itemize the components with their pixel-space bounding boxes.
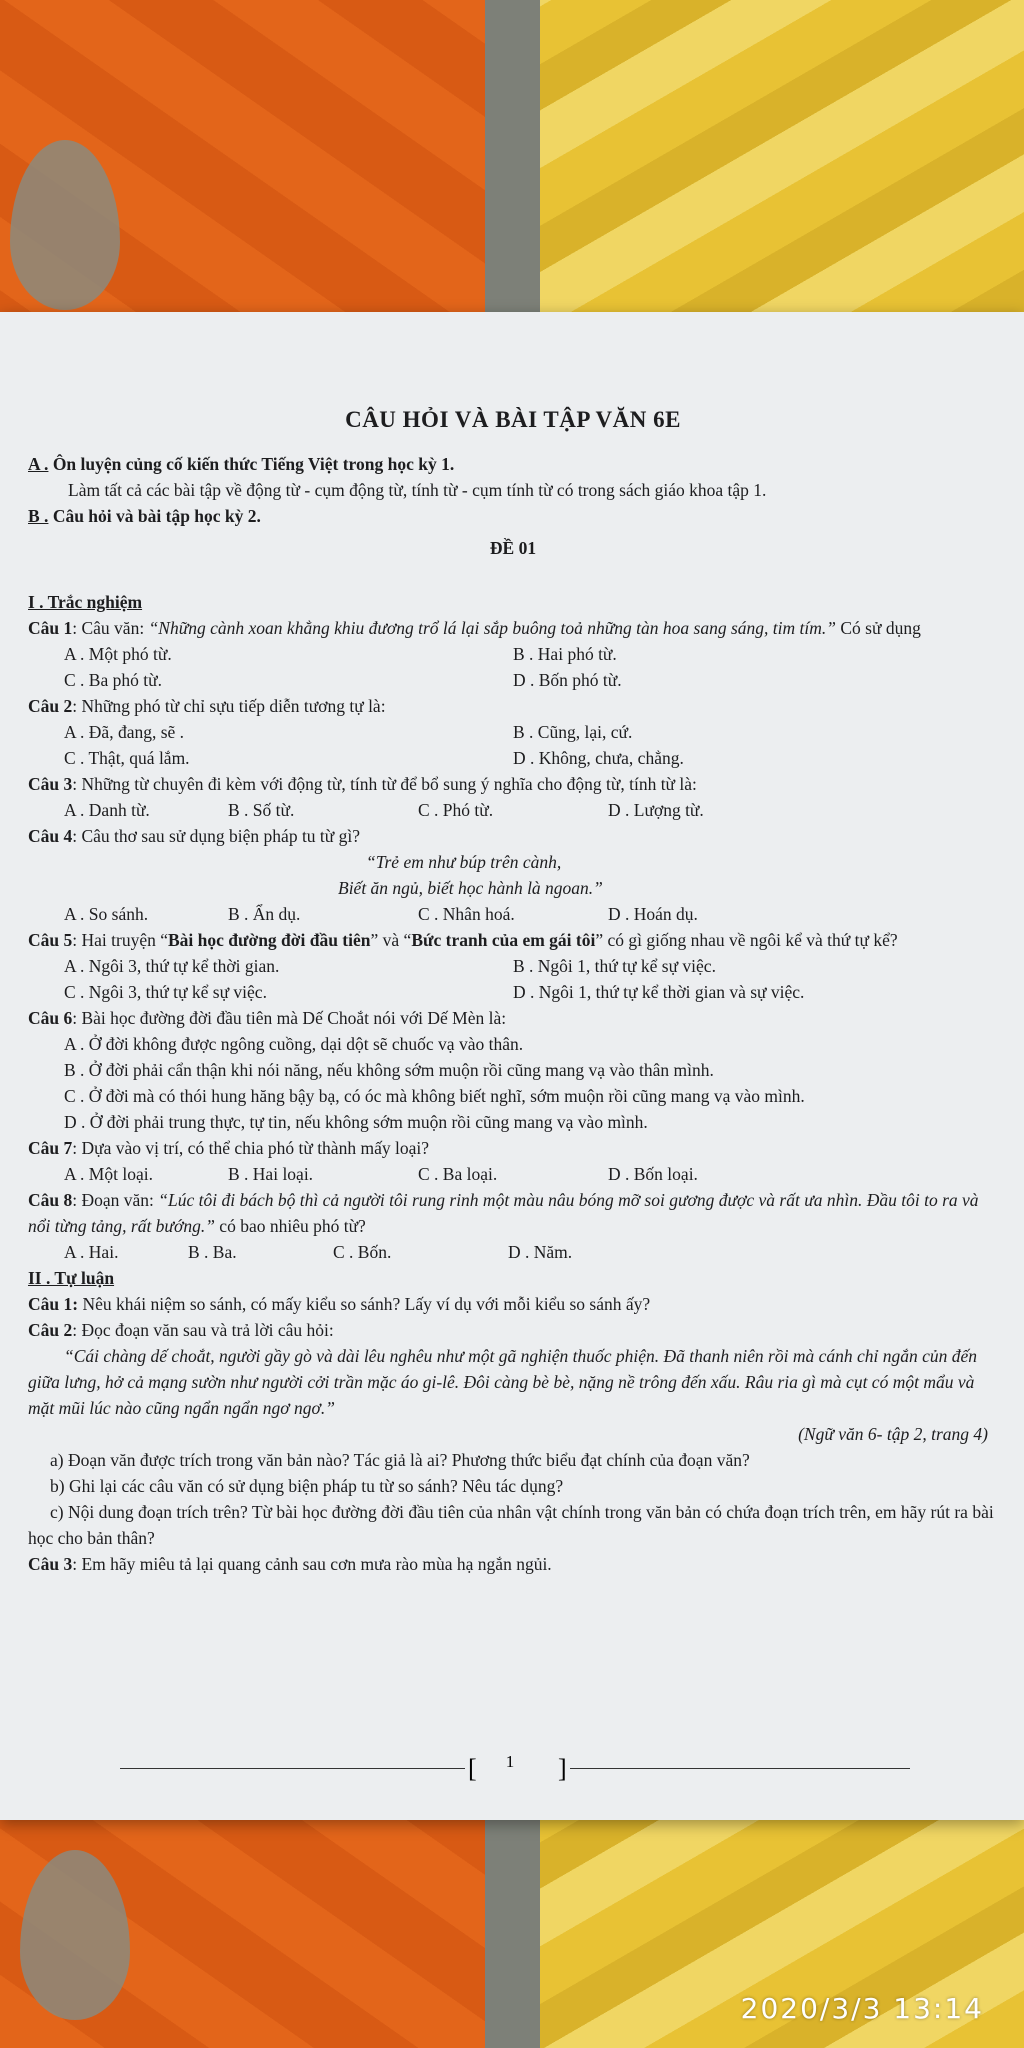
page-number: 1 (505, 1752, 515, 1771)
essay-question-2c: c) Nội dung đoạn trích trên? Từ bài học đường đời đầu tiên của nhân vật chính trong văn bản có chứa đoạn trích trên, em hãy rút ra bài học cho bản thân? (28, 1502, 994, 1548)
question-7-options: A . Một loại. B . Hai loại. C . Ba loại. D . Bốn loại. (64, 1164, 698, 1184)
exam-number: ĐỀ 01 (489, 538, 537, 558)
question-1: Câu 1: Câu văn: “Những cành xoan khẳng khiu đương trổ lá lại sắp buông toả những tàn hoa sang sáng, tim tím.” Có sử dụng (28, 618, 921, 638)
poem-line-2: Biết ăn ngủ, biết học hành là ngoan.” (338, 878, 603, 898)
footer-bracket-right: ] (558, 1754, 567, 1783)
essay-question-2: Câu 2: Đọc đoạn văn sau và trả lời câu hỏi: (28, 1320, 334, 1340)
part-1-heading: I . Trắc nghiệm (28, 592, 143, 612)
question-4-options: A . So sánh. B . Ẩn dụ. C . Nhân hoá. D . Hoán dụ. (64, 904, 698, 924)
question-6-option-c: C . Ở đời mà có thói hung hăng bậy bạ, có óc mà không biết nghĩ, sớm muộn rồi cũng mang vạ vào mình. (64, 1086, 805, 1106)
question-1-options: A . Một phó từ. B . Hai phó từ. (64, 644, 617, 664)
question-5-options: C . Ngôi 3, thứ tự kể sự việc. D . Ngôi 1, thứ tự kể thời gian và sự việc. (64, 982, 805, 1002)
photo-timestamp: 2020/3/3 13:14 (740, 1992, 984, 2025)
question-7: Câu 7: Dựa vào vị trí, có thể chia phó từ thành mấy loại? (28, 1138, 429, 1158)
essay-question-2a: a) Đoạn văn được trích trong văn bản nào? Tác giả là ai? Phương thức biểu đạt chính của đoạn văn? (50, 1450, 750, 1470)
question-6: Câu 6: Bài học đường đời đầu tiên mà Dế Choắt nói với Dế Mèn là: (28, 1008, 507, 1028)
question-1-options: C . Ba phó từ. D . Bốn phó từ. (64, 670, 622, 690)
section-b: B . Câu hỏi và bài tập học kỳ 2. (28, 506, 261, 526)
document (28, 312, 998, 1577)
question-4: Câu 4: Câu thơ sau sử dụng biện pháp tu từ gì? (28, 826, 361, 846)
question-5: Câu 5: Hai truyện “Bài học đường đời đầu tiên” và “Bức tranh của em gái tôi” có gì giống nhau về ngôi kể và thứ tự kể? (28, 930, 898, 950)
document-title: CÂU HỎI VÀ BÀI TẬP VĂN 6E (345, 407, 681, 432)
part-2-heading: II . Tự luận (28, 1268, 115, 1288)
page-footer (120, 1752, 910, 1782)
question-8: Câu 8: Đoạn văn: “Lúc tôi đi bách bộ thì cả người tôi rung rinh một màu nâu bóng mỡ soi gương được và rất ưa nhìn. Đầu tôi to ra và nổi từng tảng, rất bướng.” có bao nhiêu phó từ? (28, 1190, 979, 1236)
passage-source: (Ngữ văn 6- tập 2, trang 4) (798, 1424, 988, 1444)
question-6-option-b: B . Ở đời phải cẩn thận khi nói năng, nếu không sớm muộn rồi cũng mang vạ vào thân mình. (64, 1060, 714, 1080)
essay-question-1: Câu 1: Nêu khái niệm so sánh, có mấy kiểu so sánh? Lấy ví dụ với mỗi kiểu so sánh ấy? (28, 1294, 651, 1314)
question-5-options: A . Ngôi 3, thứ tự kể thời gian. B . Ngôi 1, thứ tự kể sự việc. (64, 956, 716, 976)
section-a-detail: Làm tất cả các bài tập về động từ - cụm động từ, tính từ - cụm tính từ có trong sách giáo khoa tập 1. (68, 480, 767, 500)
question-3-options: A . Danh từ. B . Số từ. C . Phó từ. D . Lượng từ. (64, 800, 704, 820)
essay-passage: “Cái chàng dế choắt, người gầy gò và dài lêu nghêu như một gã nghiện thuốc phiện. Đã thanh niên rồi mà cánh chỉ ngắn củn đến giữa lưng, hở cả mạng sườn như người cởi trần mặc áo gi-lê. Đôi càng bè bè, nặng nề trông đến xấu. Râu ria gì mà cụt có một mẩu và mặt mũi lúc nào cũng ngẩn ngẩn ngơ ngơ.” (28, 1346, 978, 1418)
essay-question-2b: b) Ghi lại các câu văn có sử dụng biện pháp tu từ so sánh? Nêu tác dụng? (50, 1476, 564, 1496)
footer-rule-left (120, 1768, 465, 1769)
question-2-options: A . Đã, đang, sẽ . B . Cũng, lại, cứ. (64, 722, 633, 742)
section-a: A . Ôn luyện củng cố kiến thức Tiếng Việt trong học kỳ 1. (28, 454, 455, 474)
question-6-option-a: A . Ở đời không được ngông cuồng, dại dột sẽ chuốc vạ vào thân. (64, 1034, 524, 1054)
question-6-option-d: D . Ở đời phải trung thực, tự tin, nếu không sớm muộn rồi cũng mang vạ vào mình. (64, 1112, 648, 1132)
question-3: Câu 3: Những từ chuyên đi kèm với động từ, tính từ để bổ sung ý nghĩa cho động từ, tính từ là: (28, 774, 697, 794)
question-2: Câu 2: Những phó từ chỉ sựu tiếp diễn tương tự là: (28, 696, 386, 716)
question-8-options: A . Hai. B . Ba. C . Bốn. D . Năm. (64, 1242, 573, 1262)
poem-line-1: “Trẻ em như búp trên cành, (366, 852, 562, 872)
footer-bracket-left: [ (468, 1754, 477, 1783)
essay-question-3: Câu 3: Em hãy miêu tả lại quang cảnh sau cơn mưa rào mùa hạ ngắn ngủi. (28, 1554, 552, 1574)
footer-rule-right (570, 1768, 910, 1769)
question-2-options: C . Thật, quá lắm. D . Không, chưa, chẳng. (64, 748, 684, 768)
